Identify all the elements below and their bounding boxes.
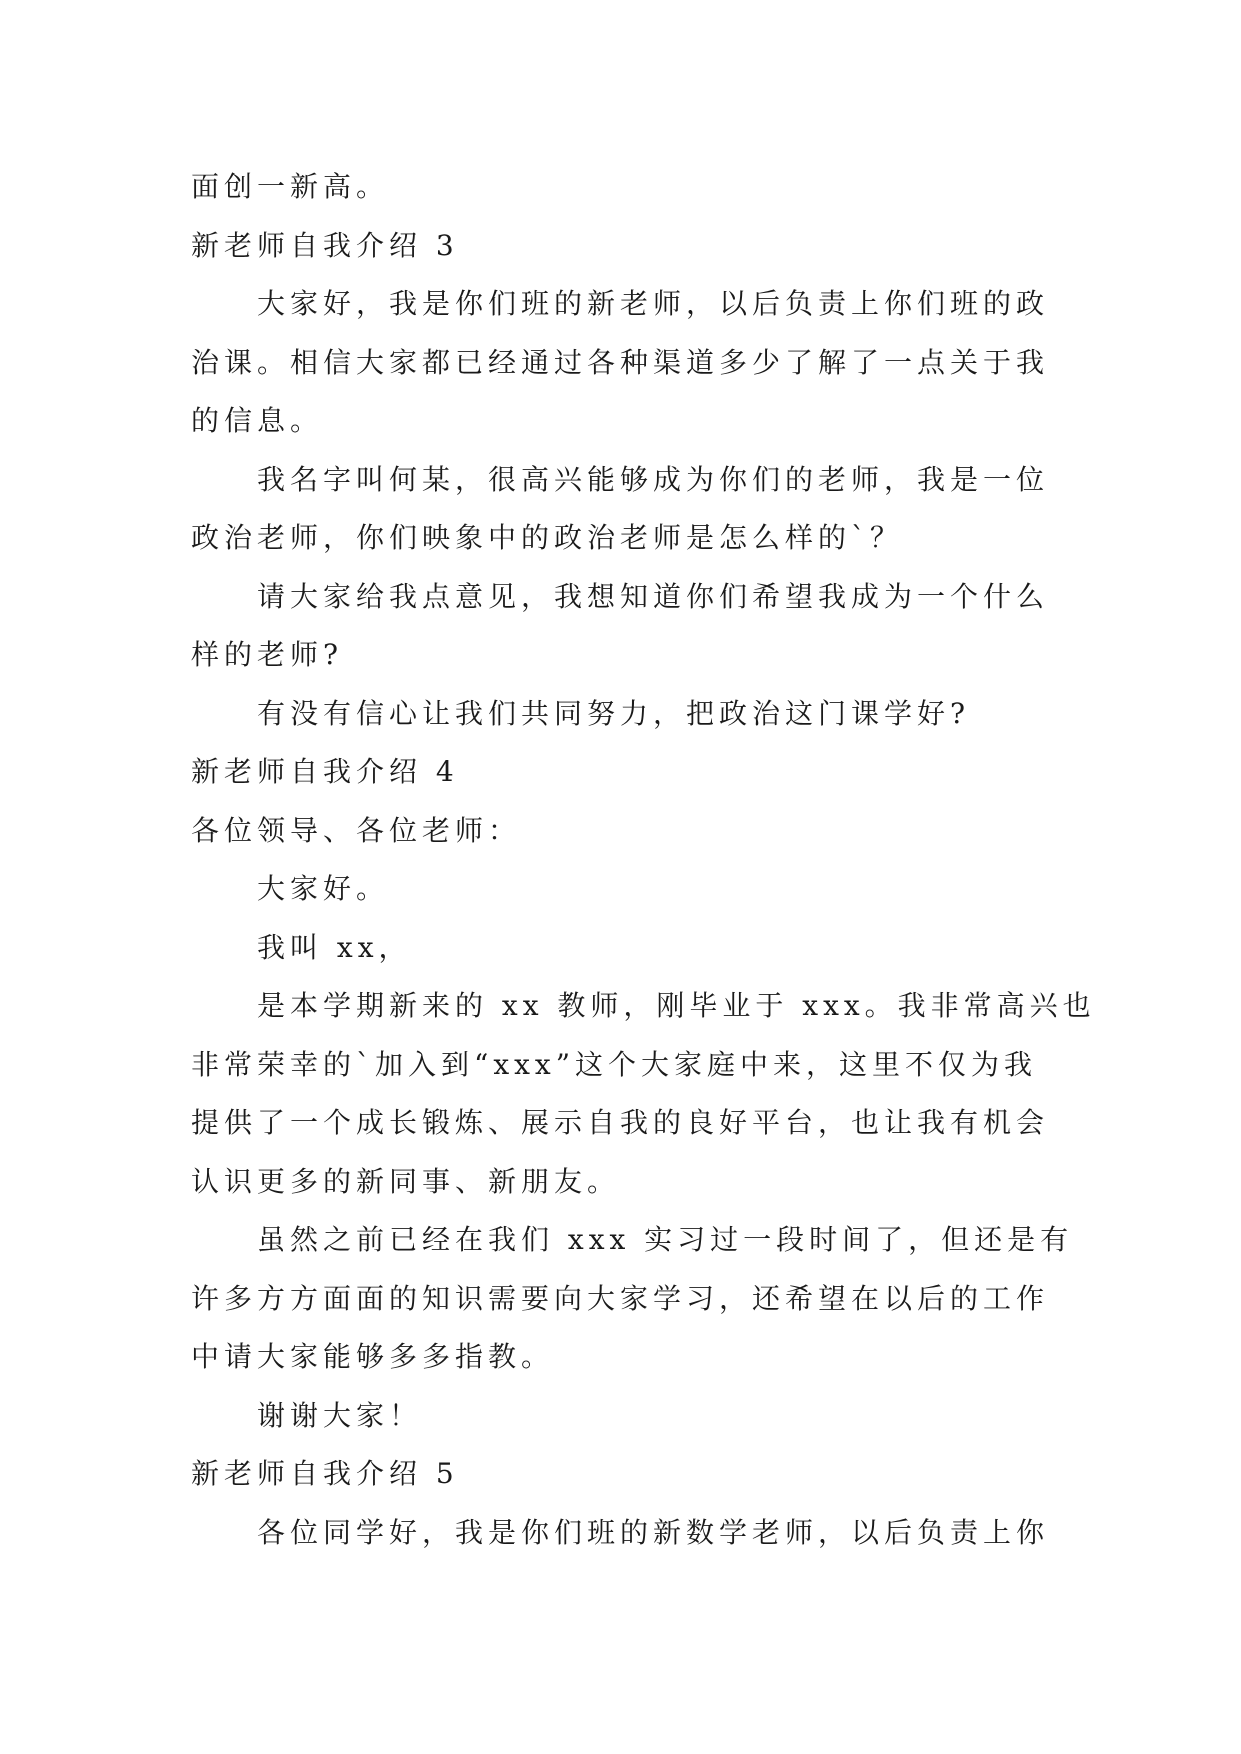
text-line: 是本学期新来的 xx 教师，刚毕业于 xxx。我非常高兴也 [257, 989, 1096, 1022]
section-heading: 新老师自我介绍 4 [191, 755, 459, 788]
text-line: 我名字叫何某，很高兴能够成为你们的老师，我是一位 [257, 462, 1050, 496]
text-line: 面创一新高。 [191, 170, 390, 203]
text-line: 认识更多的新同事、新朋友。 [191, 1164, 621, 1198]
text-line: 中请大家能够多多指教。 [191, 1340, 555, 1373]
text-line: 治课。相信大家都已经通过各种渠道多少了解了一点关于我 [191, 345, 1050, 379]
text-line: 政治老师，你们映象中的政治老师是怎么样的`？ [191, 521, 904, 554]
text-line: 许多方方面面的知识需要向大家学习，还希望在以后的工作 [191, 1281, 1050, 1315]
text-line: 谢谢大家！ [257, 1398, 423, 1432]
text-line: 大家好，我是你们班的新老师，以后负责上你们班的政 [257, 287, 1050, 320]
section-heading: 新老师自我介绍 3 [191, 228, 459, 262]
text-line: 的信息。 [191, 404, 324, 437]
text-line: 样的老师? [191, 638, 344, 671]
text-line: 大家好。 [257, 872, 390, 905]
section-heading: 新老师自我介绍 5 [191, 1457, 459, 1490]
text-line: 提供了一个成长锻炼、展示自我的良好平台，也让我有机会 [191, 1106, 1050, 1139]
text-line: 虽然之前已经在我们 xxx 实习过一段时间了，但还是有 [257, 1223, 1074, 1256]
text-line: 非常荣幸的`加入到“xxx”这个大家庭中来，这里不仅为我 [191, 1047, 1038, 1081]
text-line: 各位领导、各位老师： [191, 813, 522, 847]
document-body [191, 158, 1096, 1562]
text-line: 有没有信心让我们共同努力，把政治这门课学好? [257, 696, 971, 730]
text-line: 请大家给我点意见，我想知道你们希望我成为一个什么 [257, 579, 1050, 613]
text-line: 各位同学好，我是你们班的新数学老师，以后负责上你 [257, 1515, 1050, 1549]
text-line: 我叫 xx， [257, 930, 412, 964]
